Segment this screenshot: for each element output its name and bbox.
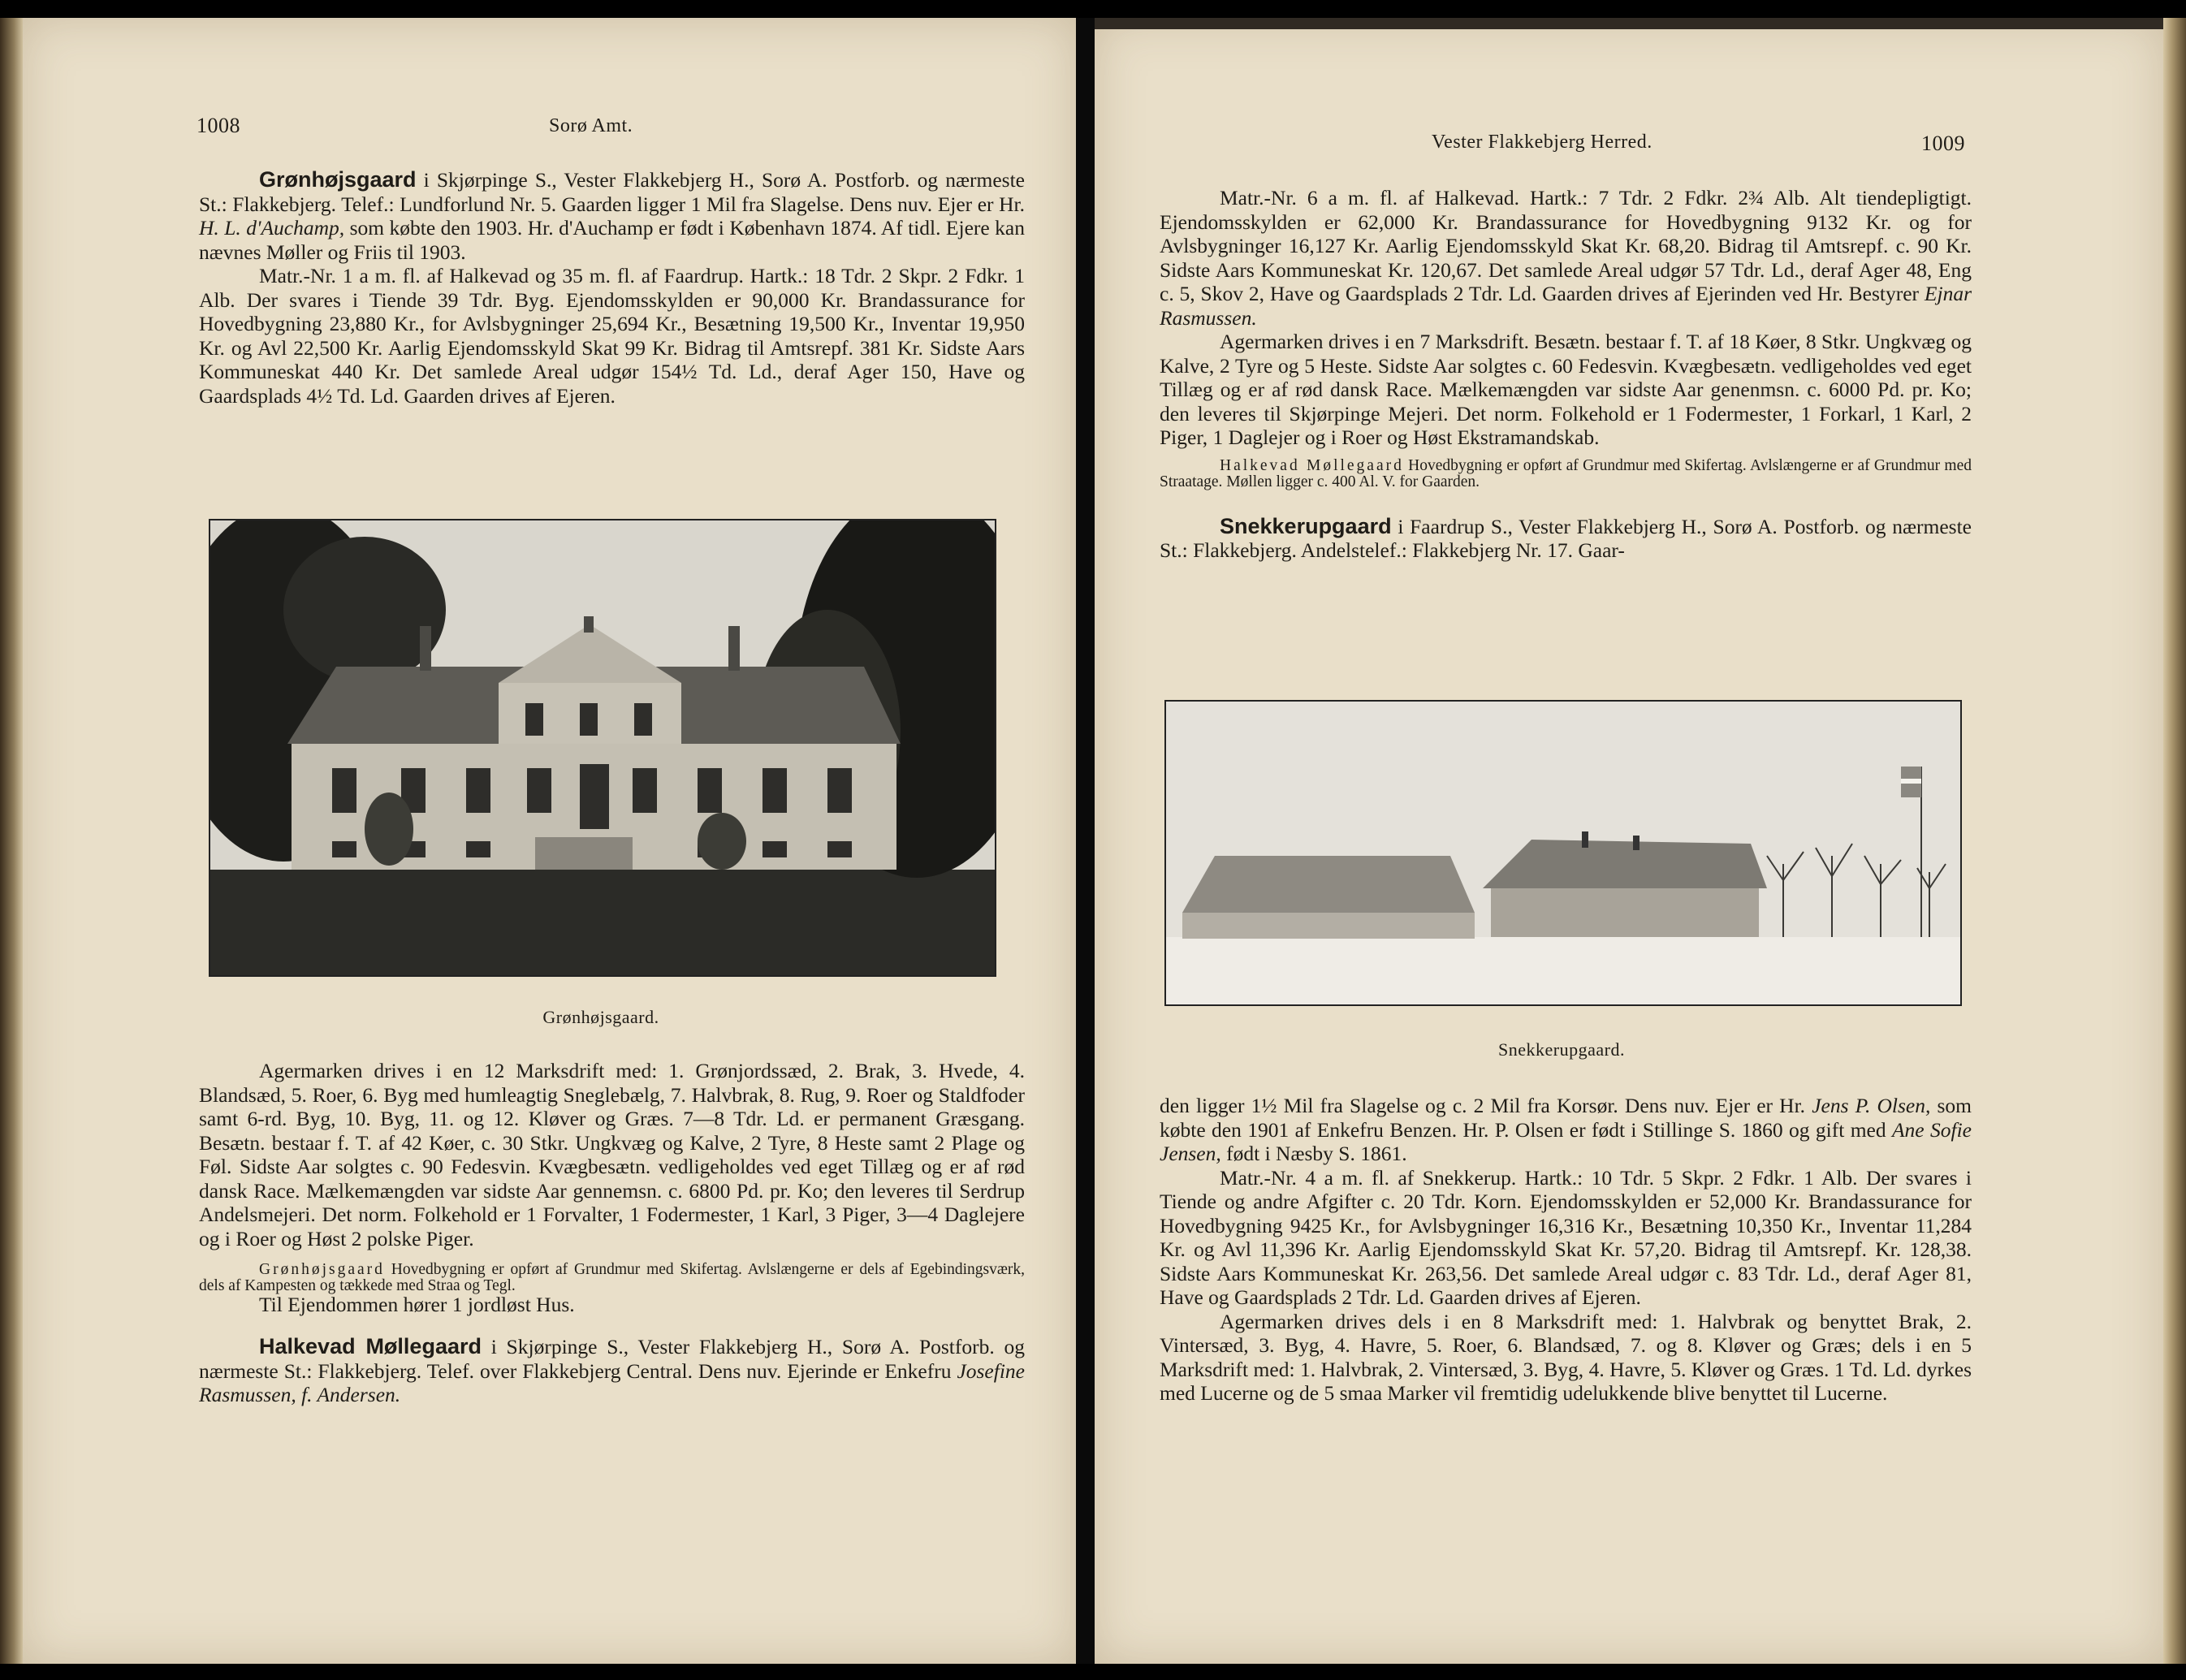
book-edge-right xyxy=(2163,18,2186,1664)
running-head: Vester Flakkebjerg Herred. xyxy=(1432,132,1652,153)
paragraph: Agermarken drives dels i en 8 Marksdrift med: 1. Halvbrak og benyttet Brak, 2. Vintersæd, 3. Byg, 4. Havre, 5. Roer, 6. Blandsæd, 7. og 8. Kløver og Græs; dels i en 5 Marksdrift med: 1. Halvbrak, 2. Vintersæd, 3. Byg, 4. Havre, 5. Kløver og Græs. 1 Td. Ld. dyrkes med Lucerne og de 5 smaa Marker vil fremtidig udelukkende blive benyttet til Lucerne. xyxy=(1160,1309,1972,1405)
entry-title: Snekkerupgaard xyxy=(1220,513,1392,538)
entry-halkevad-continued: Matr.-Nr. 6 a m. fl. af Halkevad. Hartk.: 7 Tdr. 2 Fdkr. 2¾ Alb. Alt tiendepligtigt. Ejendomsskylden er 62,000 Kr. Brandassurance for Hovedbygning 9132 Kr. og for Avlsbygninger 16,127 Kr. Aarlig Ejendomsskyld Skat Kr. 68,20. Bidrag til Amtsrepf. c. 90 Kr. Sidste Aars Kommuneskat Kr. 120,67. Det samlede Areal udgør 57 Tdr. Ld., deraf Ager 48, Eng c. 5, Skov 2, Have og Gaardsplads 2 Tdr. Ld. Gaarden drives af Ejerinden ved Hr. Bestyrer Ejnar Rasmussen. Agermarken drives i en 7 Marksdrift. Besætn. bestaar f. T. af 18 Køer, 8 Stkr. Ungkvæg og Kalve, 2 Tyre og 5 Heste. Sidste Aar solgtes c. 60 Fedesvin. Kvægbesætn. vedligeholdes ved eget Tillæg og er af rød dansk Race. Mælkemængden var sidste Aar genenmsn. c. 6000 Pd. pr. Ko; den leveres til Skjørpinge Mejeri. Det norm. Folkehold er 1 Fodermester, 1 Forkarl, 1 Karl, 2 Piger, 1 Daglejer og i Roer og Høst Ekstramandskab. Halkevad Møllegaard Hovedbygning er opført af Grundmur med Skifertag. Avlslængerne er af Grundmur med Straatage. Møllen ligger c. 400 Al. V. for Gaarden. Snekkerupgaard i Faardrup S., Vester Flakkebjerg H., Sorø A. Postforb. og nærmeste St.: Flakkebjerg. Andelstelef.: Flakkebjerg Nr. 17. Gaar- xyxy=(1160,186,1972,562)
right-page xyxy=(1095,18,2163,1664)
photo-caption: Snekkerupgaard. xyxy=(1498,1039,1625,1060)
left-page xyxy=(23,18,1076,1664)
page-number: 1008 xyxy=(197,114,240,137)
entry-halkevad-mollegaard: Halkevad Møllegaard i Skjørpinge S., Vester Flakkebjerg H., Sorø A. Postforb. og nærmeste St.: Flakkebjerg. Telef. over Flakkebjerg Central. Dens nuv. Ejerinde er Enkefru Josefine Rasmussen, f. Andersen. xyxy=(199,1334,1025,1406)
note: Grønhøjsgaard Hovedbygning er opført af Grundmur med Skifertag. Avlslængerne er dels af Egebindingsværk, dels af Kampesten og tækkede med Straa og Tegl. xyxy=(199,1261,1025,1294)
photo-gronhojsgaard xyxy=(209,519,996,977)
entry-snekkerupgaard-body: den ligger 1½ Mil fra Slagelse og c. 2 Mil fra Korsør. Dens nuv. Ejer er Hr. Jens P. Olsen, som købte den 1901 af Enkefru Benzen. Hr. P. Olsen er født i Stillinge S. 1860 og gift med Ane Sofie Jensen, født i Næsby S. 1861. Matr.-Nr. 4 a m. fl. af Snekkerup. Hartk.: 10 Tdr. 5 Skpr. 2 Fdkr. 1 Alb. Der svares i Tiende og andre Afgifter c. 20 Tdr. Korn. Ejendomsskylden er 52,000 Kr. Brandassurance for Hovedbygning 9425 Kr., for Avlsbygninger 16,316 Kr., Besætning 10,350 Kr., Inventar 11,284 Kr. og Avl 11,396 Kr. Aarlig Ejendomsskyld Skat Kr. 57,20. Bidrag til Amtsrepf. Kr. 128,38. Sidste Aars Kommuneskat Kr. 263,56. Det samlede Areal udgør c. 83 Tdr. Ld., deraf Ager 81, Have og Gaardsplads 2 Tdr. Ld. Gaarden drives af Ejeren. Agermarken drives dels i en 8 Marksdrift med: 1. Halvbrak og benyttet Brak, 2. Vintersæd, 3. Byg, 4. Havre, 5. Roer, 6. Blandsæd, 7. og 8. Kløver og Græs; dels i en 5 Marksdrift med: 1. Halvbrak, 2. Vintersæd, 3. Byg, 4. Havre, 5. Kløver og Græs. 1 Td. Ld. dyrkes med Lucerne og de 5 smaa Marker vil fremtidig udelukkende blive benyttet til Lucerne. xyxy=(1160,1094,1972,1405)
photo-snekkerupgaard xyxy=(1164,700,1962,1006)
entry-title: Halkevad Møllegaard xyxy=(259,1334,482,1358)
paragraph: Agermarken drives i en 12 Marksdrift med: 1. Grønjordssæd, 2. Brak, 3. Hvede, 4. Blandsæd, 5. Roer, 6. Byg med humleagtig Sneglebælg, 7. Halvbrak, 8. Rug, 9. Roer og Staldfoder samt 6-rd. Byg, 10. Byg, 11. og 12. Kløver og Græs. 7—8 Tdr. Ld. er permanent Græsgang. Besætn. bestaar f. T. af 42 Køer, c. 30 Stkr. Ungkvæg og Kalve, 2 Tyre, 8 Heste samt 2 Plage og Føl. Sidste Aar solgtes c. 90 Fedesvin. Kvægbesætn. vedligeholdes ved eget Tillæg og er af rød dansk Race. Mælkemængden var sidste Aar gennemsn. c. 6800 Pd. pr. Ko; den leveres til Serdrup Andelsmejeri. Det norm. Folkehold er 1 Forvalter, 1 Fodermester, 1 Karl, 3 Piger, 3—4 Daglejere og i Roer og Høst 2 polske Piger. xyxy=(199,1059,1025,1250)
photo-caption: Grønhøjsgaard. xyxy=(542,1007,659,1027)
paragraph: Matr.-Nr. 4 a m. fl. af Snekkerup. Hartk.: 10 Tdr. 5 Skpr. 2 Fdkr. 1 Alb. Der svares i Tiende og andre Afgifter c. 20 Tdr. Korn. Ejendomsskylden er 52,000 Kr. Brandassurance for Hovedbygning 9425 Kr., for Avlsbygninger 16,316 Kr., Besætning 10,350 Kr., Inventar 11,284 Kr. og Avl 11,396 Kr. Aarlig Ejendomsskyld Skat Kr. 57,20. Bidrag til Amtsrepf. Kr. 128,38. Sidste Aars Kommuneskat Kr. 263,56. Det samlede Areal udgør c. 83 Tdr. Ld., deraf Ager 81, Have og Gaardsplads 2 Tdr. Ld. Gaarden drives af Ejeren. xyxy=(1160,1165,1972,1309)
entry-gronhojsgaard-intro: Grønhøjsgaard i Skjørpinge S., Vester Flakkebjerg H., Sorø A. Postforb. og nærmeste St.: Flakkebjerg. Telef.: Lundforlund Nr. 5. Gaarden ligger 1 Mil fra Slagelse. Dens nuv. Ejer er Hr. H. L. d'Auchamp, som købte den 1903. Hr. d'Auchamp er født i København 1874. Af tidl. Ejere kan nævnes Møller og Friis til 1903. Matr.-Nr. 1 a m. fl. af Halkevad og 35 m. fl. af Faardrup. Hartk.: 18 Tdr. 2 Skpr. 2 Fdkr. 1 Alb. Der svares i Tiende 39 Tdr. Byg. Ejendomsskylden er 90,000 Kr. Brandassurance for Hovedbygning 23,880 Kr., for Avlsbygninger 25,694 Kr., Besætning 19,500 Kr., Inventar 19,950 Kr. og Avl 22,500 Kr. Aarlig Ejendomsskyld Skat 99 Kr. Bidrag til Amtsrepf. 381 Kr. Sidste Aars Kommuneskat 440 Kr. Det samlede Areal udgør 154½ Td. Ld., deraf Ager 150, Have og Gaardsplads 4½ Td. Ld. Gaarden drives af Ejeren. xyxy=(199,167,1025,408)
book-gutter xyxy=(1076,18,1095,1664)
paragraph: Matr.-Nr. 1 a m. fl. af Halkevad og 35 m. fl. af Faardrup. Hartk.: 18 Tdr. 2 Skpr. 2 Fdkr. 1 Alb. Der svares i Tiende 39 Tdr. Byg. Ejendomsskylden er 90,000 Kr. Brandassurance for Hovedbygning 23,880 Kr., for Avlsbygninger 25,694 Kr., Besætning 19,500 Kr., Inventar 19,950 Kr. og Avl 22,500 Kr. Aarlig Ejendomsskyld Skat 99 Kr. Bidrag til Amtsrepf. 381 Kr. Sidste Aars Kommuneskat 440 Kr. Det samlede Areal udgør 154½ Td. Ld., deraf Ager 150, Have og Gaardsplads 4½ Td. Ld. Gaarden drives af Ejeren. xyxy=(199,264,1025,408)
entry-title: Grønhøjsgaard xyxy=(259,167,417,192)
book-edge-left xyxy=(0,18,23,1664)
page-top-shadow xyxy=(1095,18,2163,29)
paragraph: Til Ejendommen hører 1 jordløst Hus. xyxy=(259,1293,575,1316)
entry-gronhojsgaard-body xyxy=(199,1059,1025,1407)
running-head: Sorø Amt. xyxy=(549,115,633,136)
page-number: 1009 xyxy=(1921,132,1965,155)
note: Halkevad Møllegaard Hovedbygning er opført af Grundmur med Skifertag. Avlslængerne er af Grundmur med Straatage. Møllen ligger c. 400 Al. V. for Gaarden. xyxy=(1160,456,1972,490)
paragraph: Agermarken drives i en 7 Marksdrift. Besætn. bestaar f. T. af 18 Køer, 8 Stkr. Ungkvæg og Kalve, 2 Tyre og 5 Heste. Sidste Aar solgtes c. 60 Fedesvin. Kvægbesætn. vedligeholdes ved eget Tillæg og er af rød dansk Race. Mælkemængden var sidste Aar genenmsn. c. 6000 Pd. pr. Ko; den leveres til Skjørpinge Mejeri. Det norm. Folkehold er 1 Fodermester, 1 Forkarl, 1 Karl, 2 Piger, 1 Daglejer og i Roer og Høst Ekstramandskab. xyxy=(1160,330,1972,449)
entry-snekkerupgaard-intro: Snekkerupgaard i Faardrup S., Vester Flakkebjerg H., Sorø A. Postforb. og nærmeste St.: Flakkebjerg. Andelstelef.: Flakkebjerg Nr. 17. Gaar- xyxy=(1160,513,1972,562)
